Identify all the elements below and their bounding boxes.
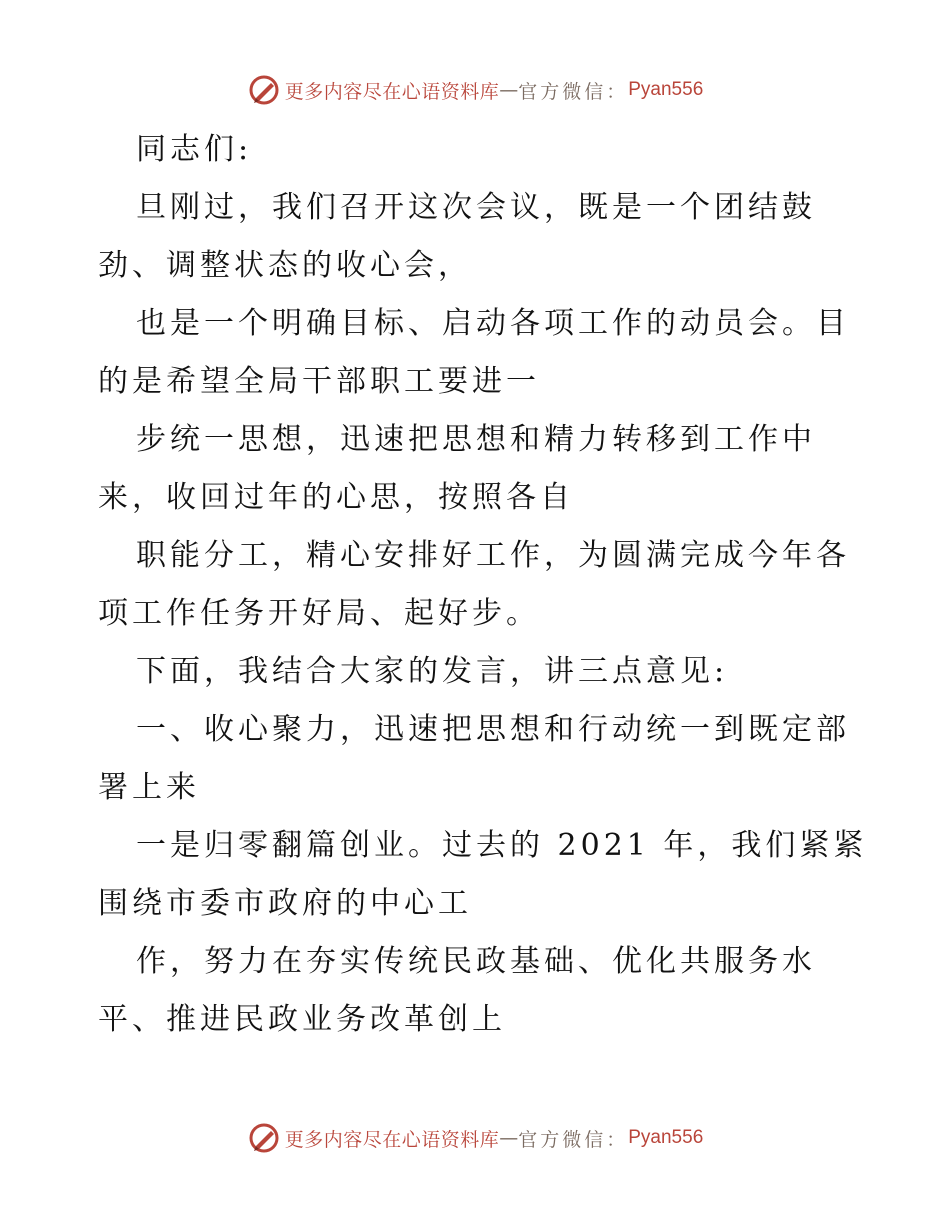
footer-wechat-label: 官方微信： [518,1128,629,1151]
footer-site-text: 更多内容尽在心语资料库 [284,1128,500,1151]
paragraph-line: 下面，我结合大家的发言，讲三点意见: [136,654,729,689]
header-wechat-label: 官方微信： [518,80,629,103]
section-heading-line: 署上来 [98,770,200,805]
document-body [98,121,868,1049]
paragraph-line: 也是一个明确目标、启动各项工作的动员会。目 [136,306,850,341]
paragraph-line: 来，收回过年的心思，按照各自 [98,480,574,515]
paragraph-line: 项工作任务开好局、起好步。 [98,596,540,631]
paragraph-line: 职能分工，精心安排好工作，为圆满完成今年各 [136,538,850,573]
header-wechat-id: Pyan556 [628,79,704,100]
paragraph-line: 的是希望全局干部职工要进一 [98,364,540,399]
footer-watermark-banner [0,1118,950,1158]
header-site-text: 更多内容尽在心语资料库 [284,80,500,103]
footer-wechat-id: Pyan556 [628,1127,704,1148]
salutation: 同志们: [136,132,253,167]
paragraph-line: 一是归零翻篇创业。过去的 2021 年，我们紧紧 [136,828,868,863]
paragraph-line: 步统一思想，迅速把思想和精力转移到工作中 [136,422,816,457]
paragraph-line: 作，努力在夯实传统民政基础、优化共服务水 [136,944,816,979]
pen-logo-icon [247,1121,281,1155]
section-heading-line: 一、收心聚力，迅速把思想和行动统一到既定部 [136,712,850,747]
pen-logo-icon [247,73,281,107]
paragraph-line: 旦刚过，我们召开这次会议，既是一个团结鼓 [136,190,816,225]
header-watermark-banner [0,70,950,110]
header-separator: — [499,79,519,101]
paragraph-line: 平、推进民政业务改革创上 [98,1002,506,1037]
paragraph-line: 围绕市委市政府的中心工 [98,886,472,921]
footer-separator: — [499,1127,519,1149]
paragraph-line: 劲、调整状态的收心会， [98,248,472,283]
